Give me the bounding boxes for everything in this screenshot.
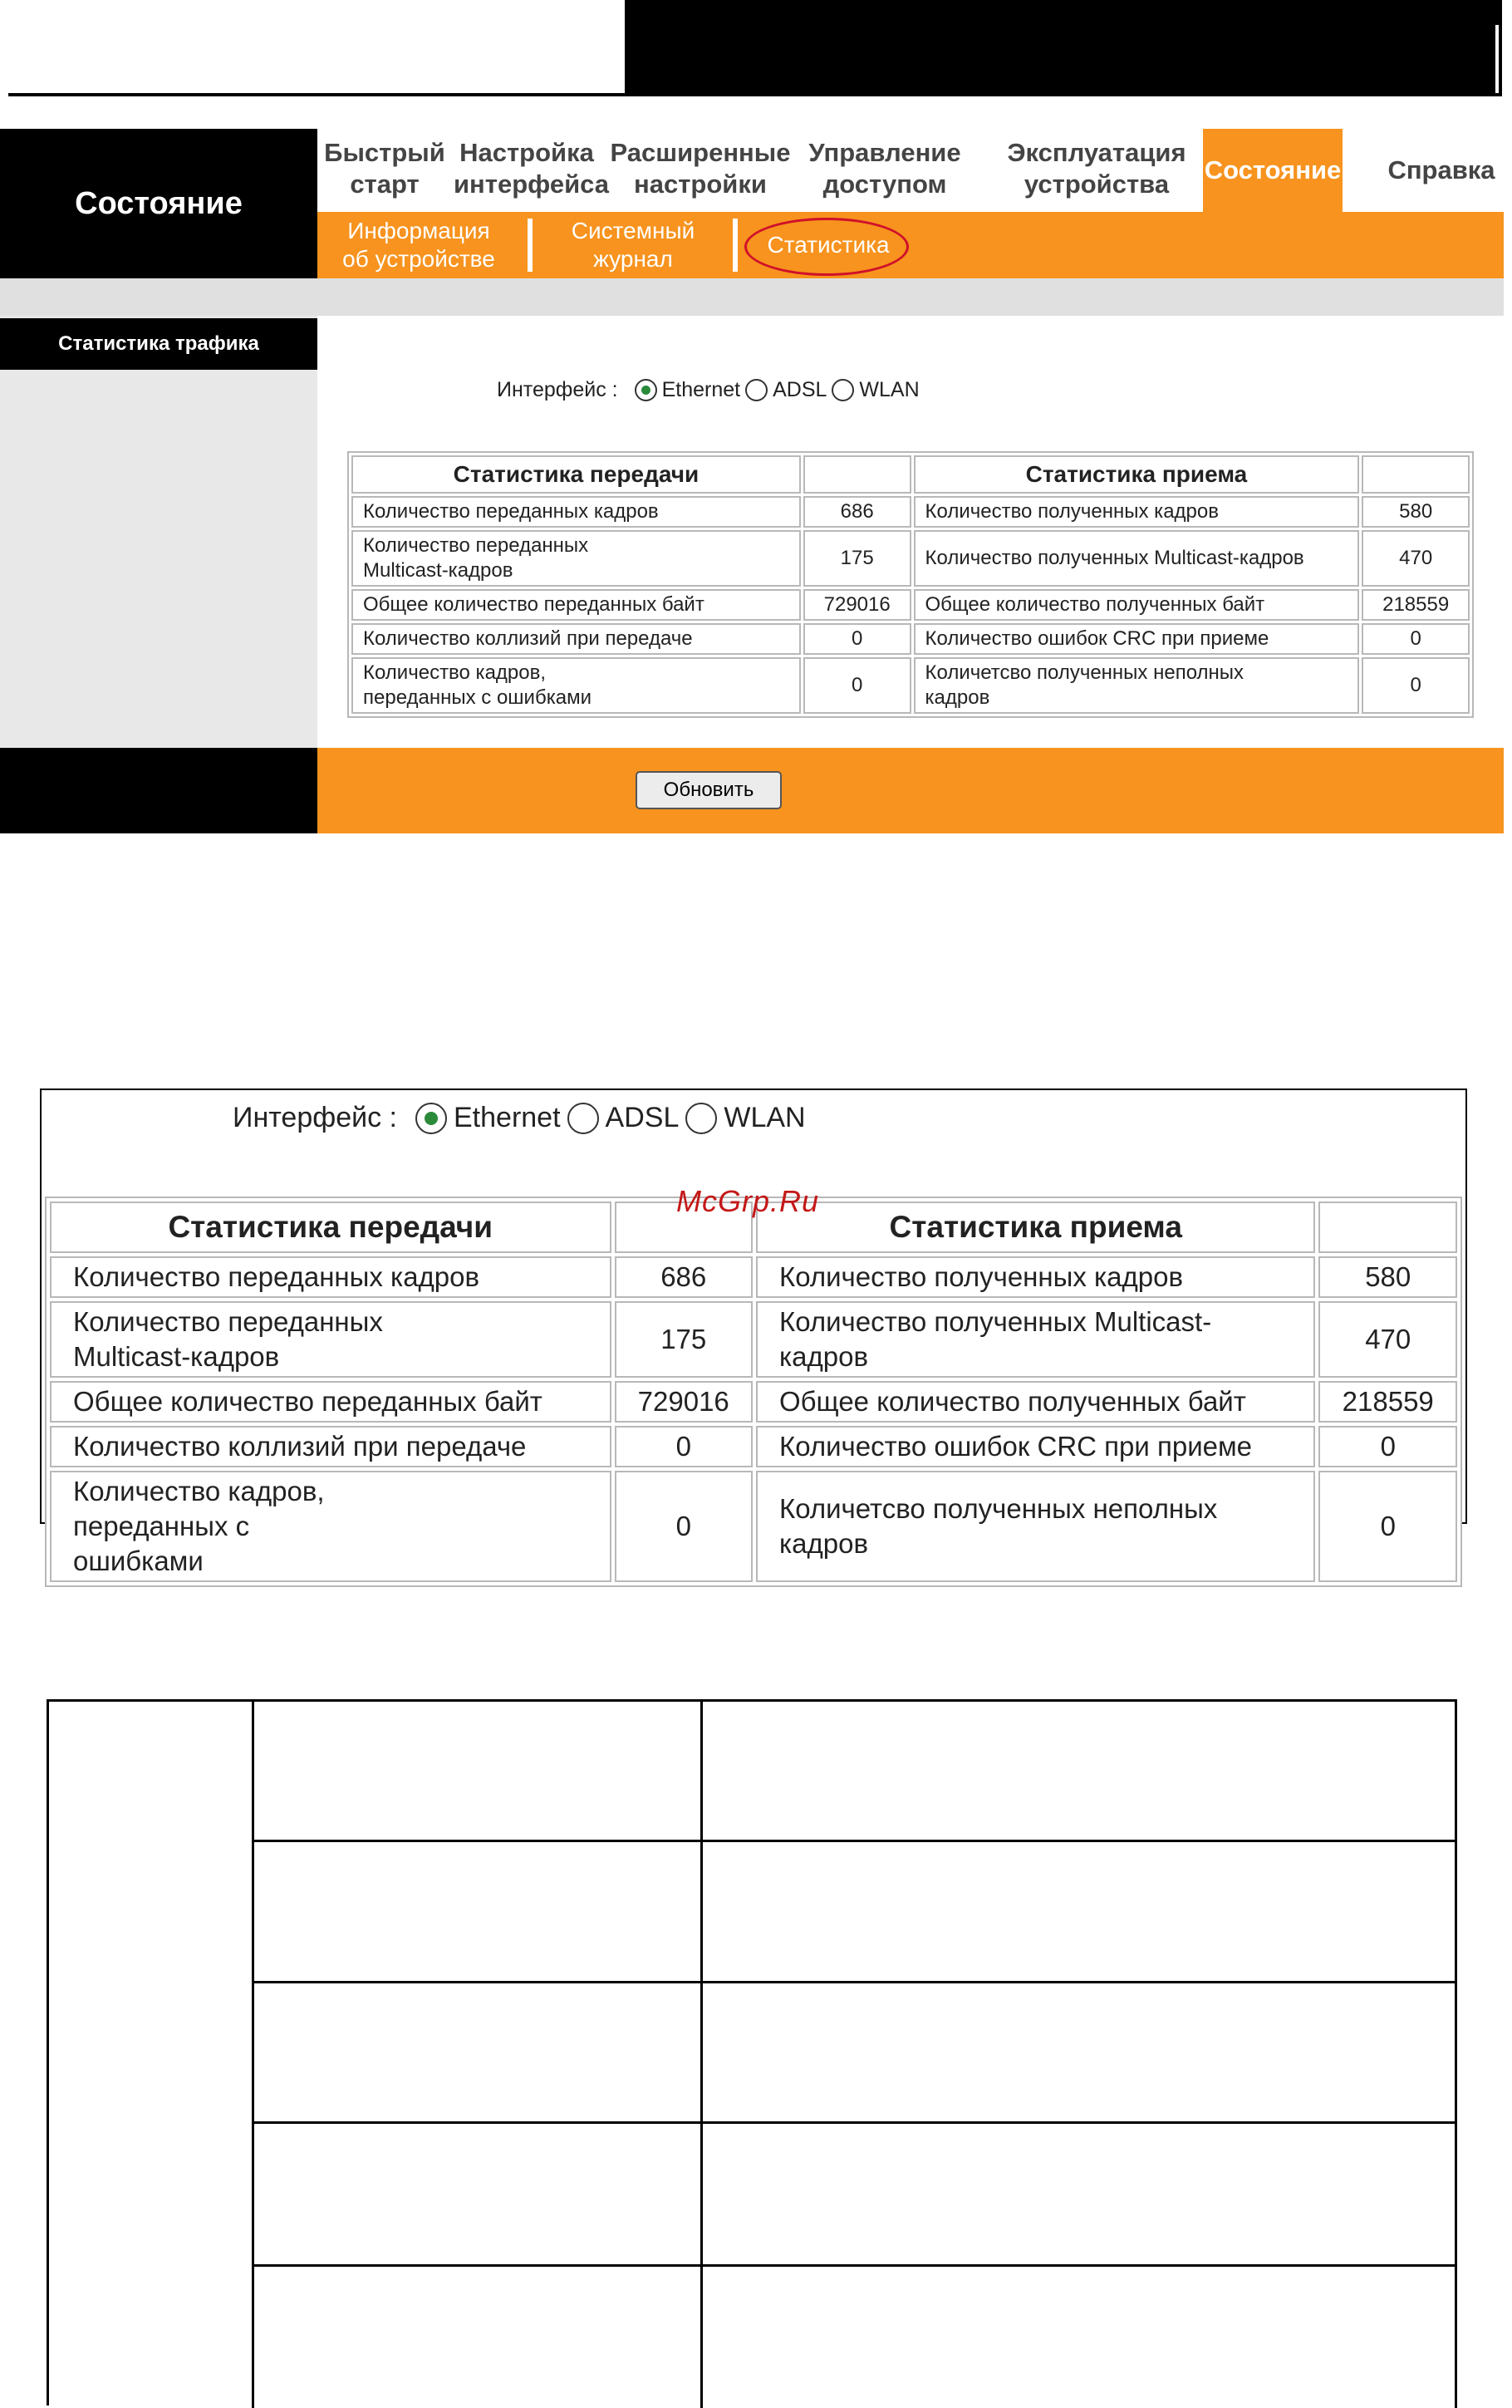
table-row — [351, 589, 1470, 621]
radio-ethernet-label: Ethernet — [454, 1102, 561, 1133]
tx-value: 729016 — [803, 589, 911, 621]
tx-value: 0 — [803, 657, 911, 714]
rx-header: Статистика приема — [756, 1202, 1316, 1253]
footer-bar — [317, 748, 1504, 833]
rx-header: Статистика приема — [914, 455, 1360, 494]
tx-header: Статистика передачи — [50, 1202, 611, 1253]
rx-label: Количество ошибок CRC при приеме — [756, 1426, 1316, 1467]
tx-label: Общее количество переданных байт — [351, 589, 801, 621]
tx-value: 729016 — [615, 1381, 753, 1423]
table-row — [351, 657, 1470, 714]
section-title: Состояние — [0, 129, 317, 278]
table-divider — [254, 1840, 1457, 1842]
rx-label: Количетсво полученных неполных кадров — [914, 657, 1360, 714]
rx-value: 0 — [1362, 657, 1470, 714]
submenu-separator — [733, 219, 738, 272]
menu-item-advanced-setup[interactable]: Расширенные настройки — [610, 138, 791, 199]
interface-label: Интерфейс : — [233, 1102, 397, 1133]
rx-value: 470 — [1318, 1301, 1457, 1378]
tx-value: 175 — [803, 530, 911, 587]
radio-adsl[interactable] — [745, 379, 768, 401]
table-divider — [254, 1981, 1457, 1983]
rx-value-header — [1362, 455, 1470, 494]
radio-ethernet[interactable] — [635, 379, 657, 401]
menu-item-maintenance[interactable]: Эксплуатация устройства — [1007, 138, 1186, 199]
radio-ethernet-label: Ethernet — [661, 378, 741, 401]
table-row — [351, 530, 1470, 587]
radio-adsl[interactable] — [567, 1103, 599, 1134]
radio-wlan[interactable] — [685, 1103, 717, 1134]
rx-value-header — [1318, 1202, 1457, 1253]
table-divider — [254, 2121, 1457, 2124]
table-row — [50, 1256, 1457, 1298]
rx-value: 0 — [1318, 1426, 1457, 1467]
menu-item-access-management[interactable]: Управление доступом — [808, 138, 961, 199]
tx-label: Общее количество переданных байт — [50, 1381, 611, 1423]
radio-adsl-label: ADSL — [773, 378, 827, 401]
gray-strip — [0, 278, 1504, 316]
page-header-bar — [625, 0, 1502, 96]
rx-value: 0 — [1318, 1471, 1457, 1582]
rx-label: Количетсво полученных неполных кадров — [756, 1471, 1316, 1582]
rx-label: Количество ошибок CRC при приеме — [914, 623, 1360, 655]
rx-label: Количество полученных кадров — [756, 1256, 1316, 1298]
menu-item-interface-setup[interactable]: Настройка интерфейса — [454, 138, 610, 199]
tx-label: Количество кадров, переданных с ошибками — [351, 657, 801, 714]
traffic-stats-table — [347, 451, 1474, 718]
rx-label: Количество полученных Multicast-кадров — [914, 530, 1360, 587]
tx-value: 0 — [803, 623, 911, 655]
rx-label: Общее количество полученных байт — [914, 589, 1360, 621]
submenu-separator — [528, 219, 533, 272]
table-divider — [1455, 1702, 1457, 2408]
submenu-item-device-info[interactable]: Информация об устройстве — [342, 218, 495, 272]
table-row — [50, 1301, 1457, 1378]
sidebar-item-traffic-stats[interactable]: Статистика трафика — [0, 318, 317, 370]
tx-value: 686 — [615, 1256, 753, 1298]
tx-value: 175 — [615, 1301, 753, 1378]
table-divider — [252, 1702, 254, 2408]
footer-left — [0, 748, 317, 833]
table-row — [50, 1381, 1457, 1423]
empty-description-table — [47, 1699, 1457, 2406]
table-header-row — [351, 455, 1470, 494]
sidebar — [0, 316, 317, 748]
rx-value: 218559 — [1362, 589, 1470, 621]
radio-ethernet[interactable] — [415, 1103, 447, 1134]
interface-label: Интерфейс : — [497, 378, 618, 401]
watermark: McGrp.Ru — [676, 1184, 820, 1218]
tx-label: Количество переданных Multicast-кадров — [50, 1301, 611, 1378]
radio-wlan[interactable] — [832, 379, 854, 401]
radio-wlan-label: WLAN — [724, 1102, 806, 1133]
rx-value: 470 — [1362, 530, 1470, 587]
tx-value-header — [803, 455, 911, 494]
sub-menu — [317, 212, 1504, 278]
rx-value: 580 — [1362, 496, 1470, 528]
router-ui-screenshot — [0, 129, 1504, 833]
rx-label: Количество полученных кадров — [914, 496, 1360, 528]
highlight-circle — [744, 218, 909, 276]
radio-adsl-label: ADSL — [605, 1102, 680, 1133]
menu-item-status[interactable]: Состояние — [1203, 129, 1343, 212]
tx-value: 0 — [615, 1426, 753, 1467]
rx-value: 580 — [1318, 1256, 1457, 1298]
tx-label: Количество коллизий при передаче — [50, 1426, 611, 1467]
interface-selector-zoomed — [233, 1102, 806, 1134]
menu-item-quick-start[interactable]: Быстрый старт — [324, 138, 445, 199]
radio-wlan-label: WLAN — [859, 378, 920, 401]
page-header-rule — [8, 93, 1502, 96]
rx-value: 0 — [1362, 623, 1470, 655]
traffic-stats-table-zoomed — [45, 1197, 1462, 1587]
tx-label: Количество коллизий при передаче — [351, 623, 801, 655]
rx-label: Общее количество полученных байт — [756, 1381, 1316, 1423]
submenu-item-system-log[interactable]: Системный журнал — [571, 218, 695, 272]
table-divider — [254, 2264, 1457, 2267]
table-row — [351, 496, 1470, 528]
table-row — [351, 623, 1470, 655]
table-divider — [700, 1702, 703, 2408]
tx-value: 686 — [803, 496, 911, 528]
tx-label: Количество переданных Multicast-кадров — [351, 530, 801, 587]
tx-value: 0 — [615, 1471, 753, 1582]
main-menu — [317, 129, 1504, 212]
menu-item-help[interactable]: Справка — [1387, 155, 1495, 184]
tx-header: Статистика передачи — [351, 455, 801, 494]
tx-label: Количество переданных кадров — [351, 496, 801, 528]
rx-label: Количество полученных Multicast-кадров — [756, 1301, 1316, 1378]
page-header-edge — [1495, 25, 1499, 96]
refresh-button[interactable]: Обновить — [636, 771, 782, 809]
zoomed-stats-panel — [40, 1089, 1467, 1576]
interface-selector — [497, 378, 920, 402]
tx-label: Количество кадров, переданных с ошибками — [50, 1471, 611, 1582]
rx-value: 218559 — [1318, 1381, 1457, 1423]
submenu-item-statistics[interactable]: Статистика — [767, 232, 890, 258]
table-row — [50, 1471, 1457, 1582]
table-row — [50, 1426, 1457, 1467]
tx-label: Количество переданных кадров — [50, 1256, 611, 1298]
